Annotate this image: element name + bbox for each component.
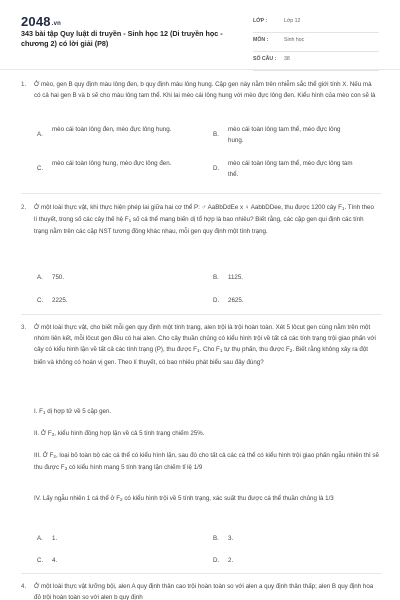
subscript: 3 bbox=[64, 466, 68, 472]
subscript: 1 bbox=[196, 348, 200, 354]
option-label: C. bbox=[37, 557, 44, 564]
option-text: 3. bbox=[228, 535, 234, 542]
option-text: mèo cái toàn lông đen, mèo đực lông hung. bbox=[52, 126, 172, 133]
question-number: 3. bbox=[21, 324, 27, 331]
statement-text: có kiểu hình trội về 5 tính trạng, xác suất thu được cá thể thuần chủng là 1/3 bbox=[122, 495, 334, 502]
question-divider bbox=[21, 193, 381, 194]
stem-text: tự thụ phấn, thu được F bbox=[222, 346, 290, 354]
meta-row-subject bbox=[253, 33, 379, 52]
option-label: D. bbox=[213, 165, 220, 172]
stem-text: Ở một loài thực vật, khi thực hiện phép lai giữa hai cơ thể P: ♂ AaBbDdEe x ♀ AabbDDee, thu được 1200 cây F bbox=[34, 204, 342, 211]
stem-text: . Cho F bbox=[199, 346, 220, 354]
option-text: 2225. bbox=[52, 297, 68, 304]
option-label: B. bbox=[213, 535, 219, 542]
statement-text: dị hợp tử về 5 cặp gen. bbox=[45, 408, 112, 415]
statement-3 bbox=[34, 450, 379, 474]
question-divider bbox=[21, 314, 381, 315]
question-stem: Ở một loài thực vật lưỡng bội, alen A quy định thân cao trội hoàn toàn so với alen a quy định thân thấp; alen B quy định hoa đỏ trội hoàn toàn so với alen b quy định bbox=[34, 583, 374, 600]
question-number: 4. bbox=[21, 583, 27, 590]
option-label: A. bbox=[37, 274, 43, 281]
option-label: C. bbox=[37, 165, 44, 172]
statement-text: , loại bỏ toàn bộ các cá thể có kiểu hình lặn, sau đó cho tất cả các cá thể có kiểu hình trội giao phấn ngẫu nhiên thì sẽ thu được F bbox=[34, 452, 379, 472]
option-label: D. bbox=[213, 297, 220, 304]
header-divider bbox=[0, 69, 400, 70]
meta-value: Sinh học bbox=[284, 37, 305, 43]
statement-text: I. F bbox=[34, 408, 43, 415]
statement-text: III. Ở F bbox=[34, 452, 54, 459]
statement-2 bbox=[34, 428, 379, 440]
meta-row-grade bbox=[253, 14, 379, 33]
option-text: mèo cái toàn lông tam thể, mèo đực lông tam thể. bbox=[228, 160, 353, 178]
option-text: 2. bbox=[228, 557, 234, 564]
subscript: 2 bbox=[53, 454, 56, 459]
site-logo[interactable] bbox=[21, 14, 61, 29]
statement-text: có kiểu hình mang 5 tính trạng lặn chiếm tỉ lệ 1/9 bbox=[67, 464, 203, 472]
statement-4 bbox=[34, 493, 379, 505]
meta-key: LỚP : bbox=[253, 18, 268, 24]
option-text: mèo cái toàn lông hung, mèo đực lông đen. bbox=[52, 160, 172, 167]
option-text: 4. bbox=[52, 557, 58, 564]
subscript: 1 bbox=[42, 410, 46, 415]
question-number: 2. bbox=[21, 204, 27, 211]
logo-suffix: .vn bbox=[51, 21, 62, 27]
option-label: A. bbox=[37, 131, 43, 138]
stem-text: . Biết rằng không xảy ra đột biến và không có hoán vị gen. Theo lí thuyết, có bao nhiêu phát biểu sau đây đúng? bbox=[34, 346, 369, 366]
question-stem: Ở mèo, gen B quy định màu lông đen, b quy định màu lông hung. Cặp gen này nằm trên nhiễm sắc thể giới tính X. Nếu mà có cả hai gen B và b sẽ cho màu lông tam thể. Khi lai mèo cái lông hung với mèo đực lông đen. Kiểu hình của mèo con sẽ là bbox=[34, 81, 376, 100]
stem-text: . Tính theo lí thuyết, trong số các cây thế hệ F bbox=[34, 204, 374, 224]
option-text: 2625. bbox=[228, 297, 244, 304]
option-text: 1125. bbox=[228, 274, 244, 281]
option-label: C. bbox=[37, 297, 44, 304]
subscript: 1 bbox=[341, 206, 345, 211]
option-text: mèo cái toàn lông tam thể, mèo đực lông hung. bbox=[228, 126, 341, 144]
question-2 bbox=[21, 202, 381, 264]
option-label: A. bbox=[37, 535, 43, 542]
option-label: B. bbox=[213, 274, 219, 281]
statement-text: , kiểu hình đồng hợp lặn về cả 5 tính trạng chiếm 25%. bbox=[54, 430, 205, 437]
question-1 bbox=[21, 79, 381, 119]
page-title: 343 bài tập Quy luật di truyền - Sinh học 12 (Di truyền học - chương 2) có lời giải (P8) bbox=[21, 29, 223, 48]
subscript: 2 bbox=[51, 432, 55, 437]
subscript: 2 bbox=[120, 497, 123, 502]
question-divider bbox=[21, 573, 381, 574]
statement-1 bbox=[34, 406, 379, 418]
statement-text: II. Ở F bbox=[34, 430, 52, 437]
subscript: 1 bbox=[128, 218, 132, 224]
meta-key: MÔN : bbox=[253, 37, 269, 43]
option-label: B. bbox=[213, 131, 219, 138]
meta-value: 38 bbox=[284, 56, 290, 62]
subscript: 1 bbox=[219, 348, 223, 354]
stem-text: Ở một loài thực vật, cho biết mỗi gen quy định một tính trạng, alen trội là trội hoàn toàn. Xét 5 lôcut gen cùng nằm trên một nhóm liên kết, mỗi lôcut gen đều có hai alen. Cho cây thuần chủng có kiểu hình trội về tất cả các tính trạng trội giao phấn với cây có kiểu hình lặn về tất cả các tính trạng (P), thu được F bbox=[34, 324, 376, 354]
header bbox=[0, 0, 400, 70]
question-number: 1. bbox=[21, 81, 27, 88]
question-stem bbox=[34, 202, 377, 238]
question-stem bbox=[34, 322, 377, 368]
stem-text: số cá thể mang biến dị tổ hợp là bao nhiêu? Biết rằng, các cặp gen qui định các tính trạng nằm trên các cặp NST tương đồng khác nhau, mỗi gen quy định một tính trạng. bbox=[34, 216, 364, 236]
option-label: D. bbox=[213, 557, 220, 564]
meta-value: Lớp 12 bbox=[284, 18, 301, 24]
subscript: 2 bbox=[289, 348, 293, 354]
question-3 bbox=[21, 322, 381, 410]
option-text: 1. bbox=[52, 535, 58, 542]
statement-text: IV. Lấy ngẫu nhiên 1 cá thể ở F bbox=[34, 495, 121, 502]
option-text: 750. bbox=[52, 274, 65, 281]
meta-key: SỐ CÂU : bbox=[253, 56, 277, 62]
meta-box bbox=[253, 14, 379, 71]
logo-text: 2048 bbox=[21, 14, 51, 29]
question-4 bbox=[21, 581, 381, 600]
